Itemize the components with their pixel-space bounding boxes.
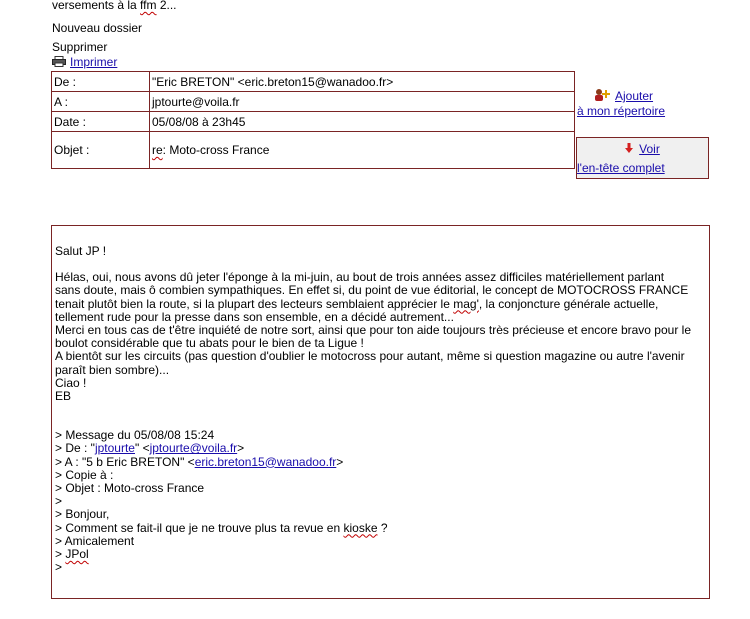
body-line: Merci en tous cas de t'être inquiété de notre sort, ainsi que pour ton aide toujours très précieuse et encore bravo pour le xyxy=(55,323,691,338)
quote-sign-name: JPol xyxy=(65,547,89,562)
quote-header: > Message du 05/08/08 15:24 xyxy=(55,428,215,443)
add-line1[interactable]: Ajouter xyxy=(615,89,654,103)
from-value: "Eric BRETON" <eric.breton15@wanadoo.fr> xyxy=(150,72,575,92)
body-line: A bientôt sur les circuits (pas question d'oublier le motocross pour autant, même si question magazine ou autre l'avenir xyxy=(55,349,685,364)
subject-text: : Moto-cross France xyxy=(162,143,270,157)
delete-link[interactable]: Supprimer xyxy=(52,40,108,54)
quote-hello: > Bonjour, xyxy=(55,507,110,522)
to-value: jptourte@voila.fr xyxy=(150,92,575,112)
quote-blank: > xyxy=(55,494,63,509)
quote-blank: > xyxy=(55,560,63,575)
header-row-to xyxy=(52,92,575,112)
subject-value xyxy=(150,132,575,169)
body-line: paraît bien sombre)... xyxy=(55,362,170,377)
folder-versements-link[interactable]: ffm xyxy=(140,0,157,12)
add-line2[interactable]: à mon répertoire xyxy=(577,104,666,118)
body-line: EB xyxy=(55,389,72,404)
view-line2[interactable]: l'en-tête complet xyxy=(577,161,665,175)
message-header-table xyxy=(51,71,575,169)
add-contact-icon xyxy=(594,88,610,104)
header-row-date xyxy=(52,112,575,132)
quote-subject: > Objet : Moto-cross France xyxy=(55,481,205,496)
quote-sign: > JPol xyxy=(55,547,89,562)
folder-versements[interactable]: versements à la ffm 2... xyxy=(52,0,177,12)
body-line: Hélas, oui, nous avons dû jeter l'éponge à la mi-juin, au bout de trois années assez difficiles matériellement parlant xyxy=(55,270,665,285)
header-row-from xyxy=(52,72,575,92)
add-to-contacts-button[interactable] xyxy=(577,88,711,118)
greeting: Salut JP ! xyxy=(55,244,107,258)
quote-to: > A : "5 b Eric BRETON" <eric.breton15@wanadoo.fr> xyxy=(55,454,344,469)
body-line: Ciao ! xyxy=(55,375,87,390)
view-full-header-button[interactable] xyxy=(576,137,709,179)
to-label: A : xyxy=(52,92,150,112)
quote-word-kioske: kioske xyxy=(343,520,378,535)
body-line: tellement rude pour la presse dans son ensemble, en a décidé autrement... xyxy=(55,309,454,324)
body-line: sans doute, mais ô combien sympathiques. En effet si, du point de vue éditorial, le concept de MOTOCROSS FRANCE xyxy=(55,283,689,298)
quote-to-email-link[interactable]: eric.breton15@wanadoo.fr xyxy=(194,454,337,469)
quote-from-email-link[interactable]: jptourte@voila.fr xyxy=(149,441,238,456)
quote-regards: > Amicalement xyxy=(55,533,135,548)
message-body xyxy=(51,225,710,599)
new-folder-link[interactable]: Nouveau dossier xyxy=(52,21,143,35)
body-word-mag: mag' xyxy=(453,296,479,311)
subject-label: Objet : xyxy=(52,132,150,169)
quote-question: > Comment se fait-il que je ne trouve plus ta revue en kioske ? xyxy=(55,520,388,535)
print-link[interactable] xyxy=(52,55,117,69)
red-arrow-down-icon xyxy=(625,142,633,156)
header-row-subject xyxy=(52,132,575,169)
subject-prefix: re xyxy=(152,143,163,157)
view-line1[interactable]: Voir xyxy=(639,142,660,156)
date-label: Date : xyxy=(52,112,150,132)
body-line: boulot considérable que tu abats pour le bien de ta Ligue ! xyxy=(55,336,364,351)
printer-icon xyxy=(52,56,66,67)
quote-cc: > Copie à : xyxy=(55,467,114,482)
quote-from: > De : "jptourte" <jptourte@voila.fr> xyxy=(55,441,245,456)
date-value: 05/08/08 à 23h45 xyxy=(150,112,575,132)
print-label[interactable]: Imprimer xyxy=(70,55,118,69)
quote-from-name[interactable]: jptourte xyxy=(94,441,135,456)
body-line: tenait plutôt bien la route, si la plupart des lecteurs semblaient apprécier le mag', la conjoncture générale actuelle, xyxy=(55,296,659,311)
from-label: De : xyxy=(52,72,150,92)
